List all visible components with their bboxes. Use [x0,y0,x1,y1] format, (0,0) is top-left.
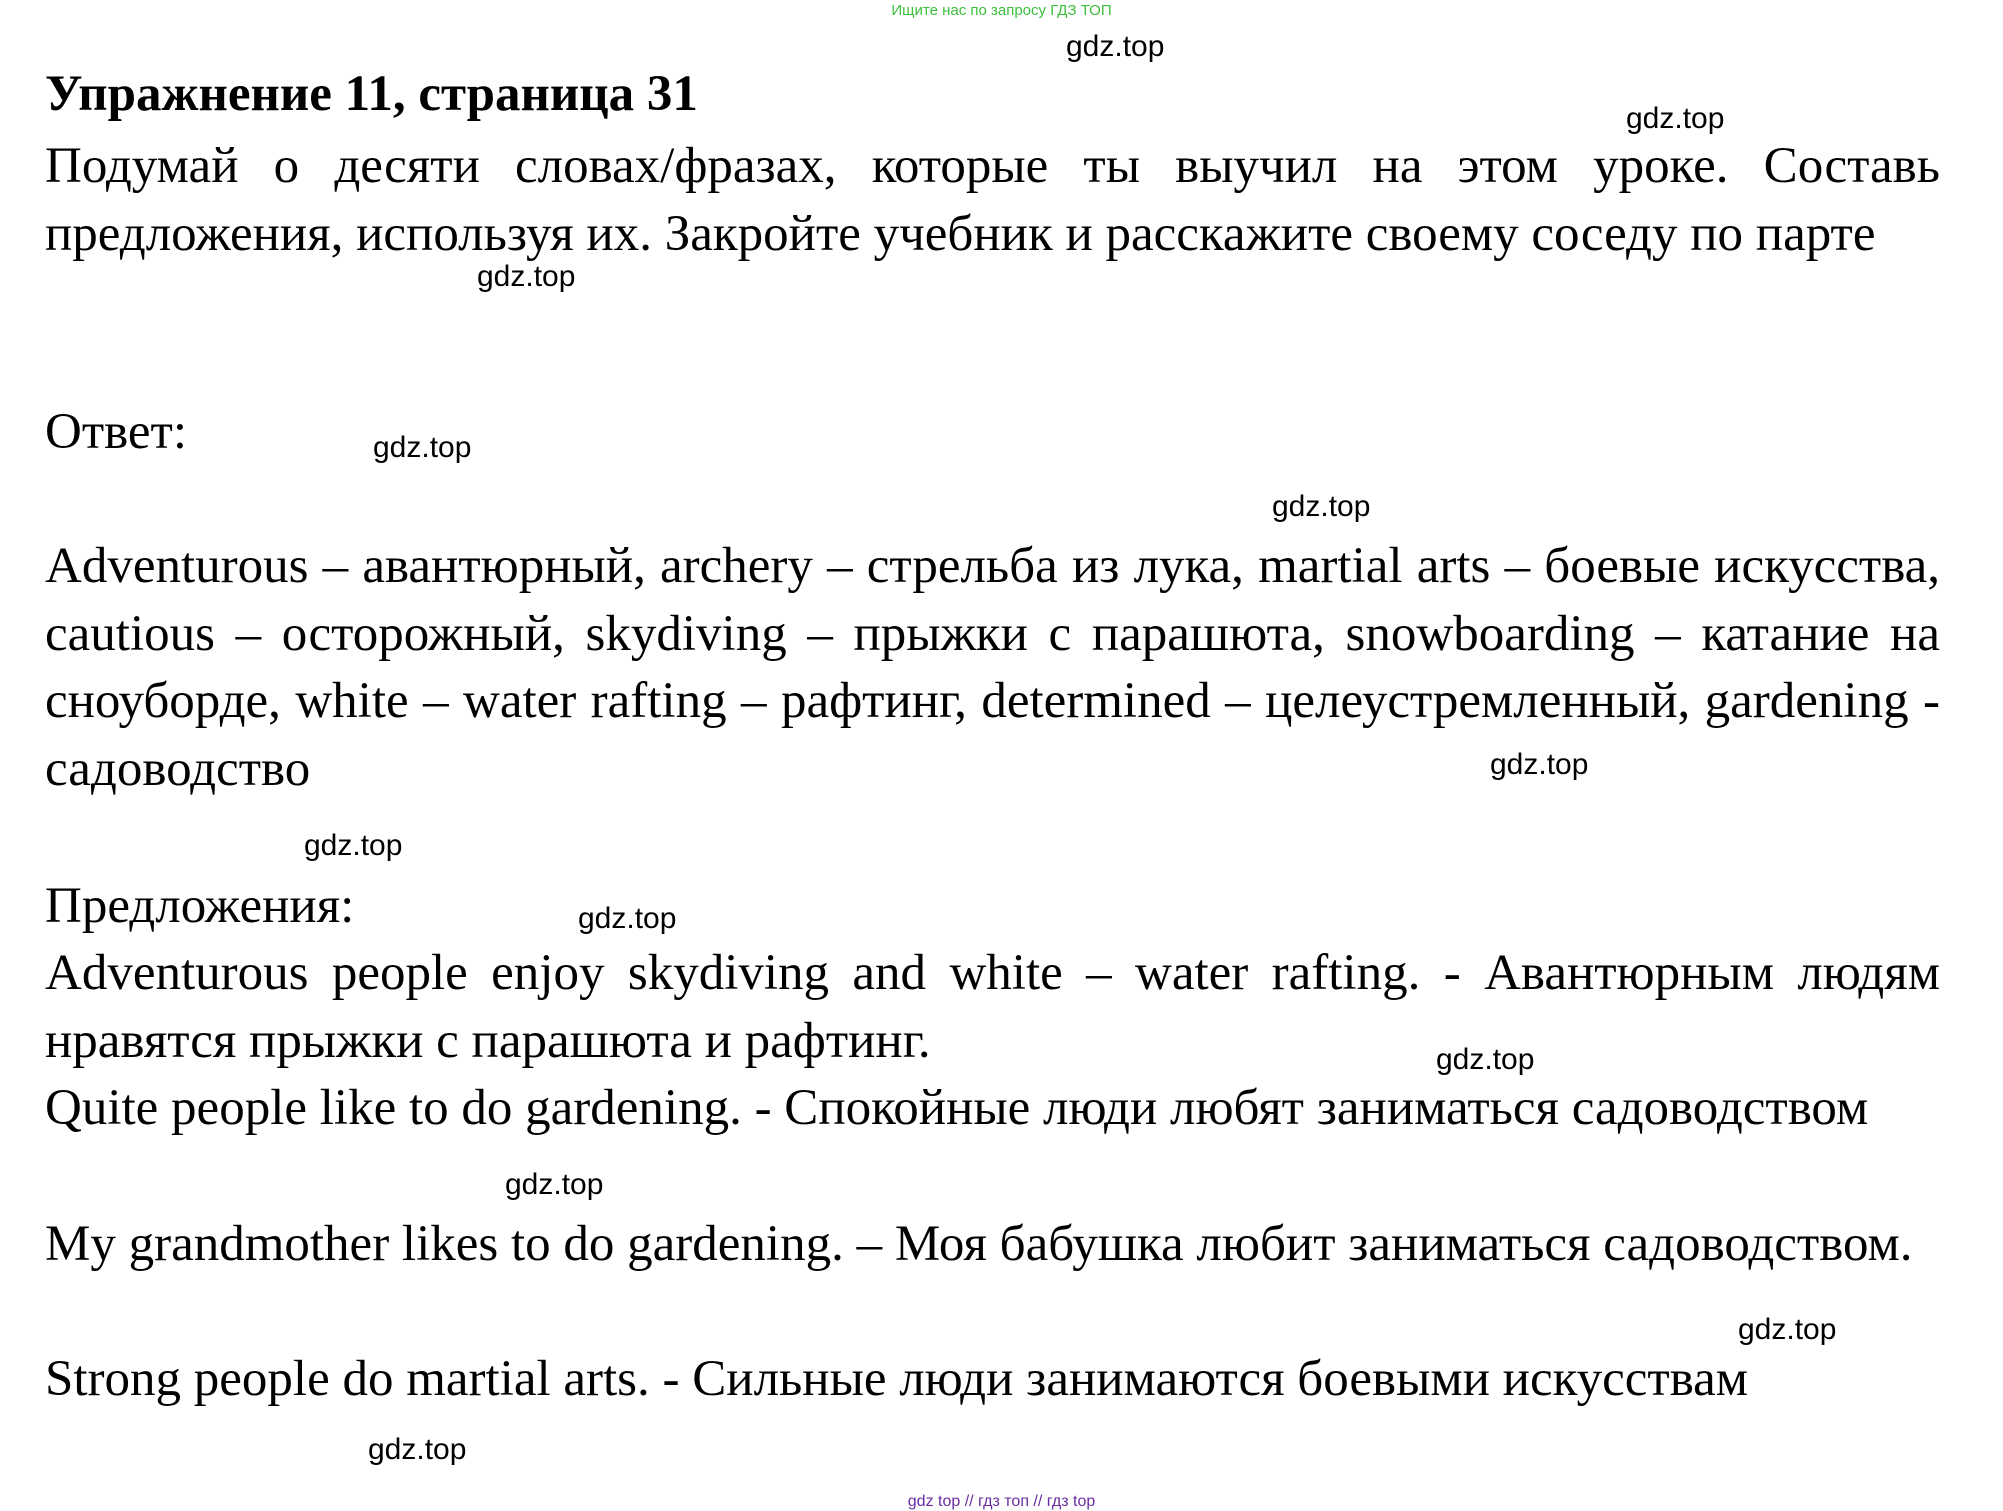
sentence-2: Quite people like to do gardening. - Спокойные люди любят заниматься садоводством [45,1080,1869,1136]
watermark: gdz.top [1490,748,1589,781]
watermark: gdz.top [1436,1043,1535,1076]
watermark: gdz.top [1626,102,1725,135]
watermark: gdz.top [1738,1313,1837,1346]
header-note: Ищите нас по запросу ГДЗ ТОП [891,2,1112,19]
sentences-label: Предложения: [45,878,355,934]
answer-label: Ответ: [45,404,187,460]
watermark: gdz.top [1272,490,1371,523]
footer-note: gdz top // гдз топ // гдз top [907,1493,1096,1510]
sentence-1: Adventurous people enjoy skydiving and white – water rafting. - Авантюрным людям нравятся прыжки с парашюта и рафтинг. [45,945,1940,1069]
watermark: gdz.top [368,1433,467,1466]
exercise-title: Упражнение 11, страница 31 [45,66,698,122]
watermark: gdz.top [578,902,677,935]
task-text: Подумай о десяти словах/фразах, которые ты выучил на этом уроке. Составь предложения, используя их. Закройте учебник и расскажите своему соседу по парте [45,138,1940,262]
sentence-4: Strong people do martial arts. - Сильные люди занимаются боевыми искусствам [45,1351,1749,1407]
watermark: gdz.top [477,260,576,293]
watermark: gdz.top [373,431,472,464]
watermark: gdz.top [505,1168,604,1201]
watermark: gdz.top [1066,30,1165,63]
vocabulary-list: Adventurous – авантюрный, archery – стрельба из лука, martial arts – боевые искусства, cautious – осторожный, skydiving – прыжки с парашюта, snowboarding – катание на сноуборде, white – water rafting – рафтинг, determined – целеустремленный, gardening - садоводство [45,538,1940,797]
watermark: gdz.top [304,829,403,862]
sentence-3: My grandmother likes to do gardening. – Моя бабушка любит заниматься садоводством. [45,1216,1913,1272]
